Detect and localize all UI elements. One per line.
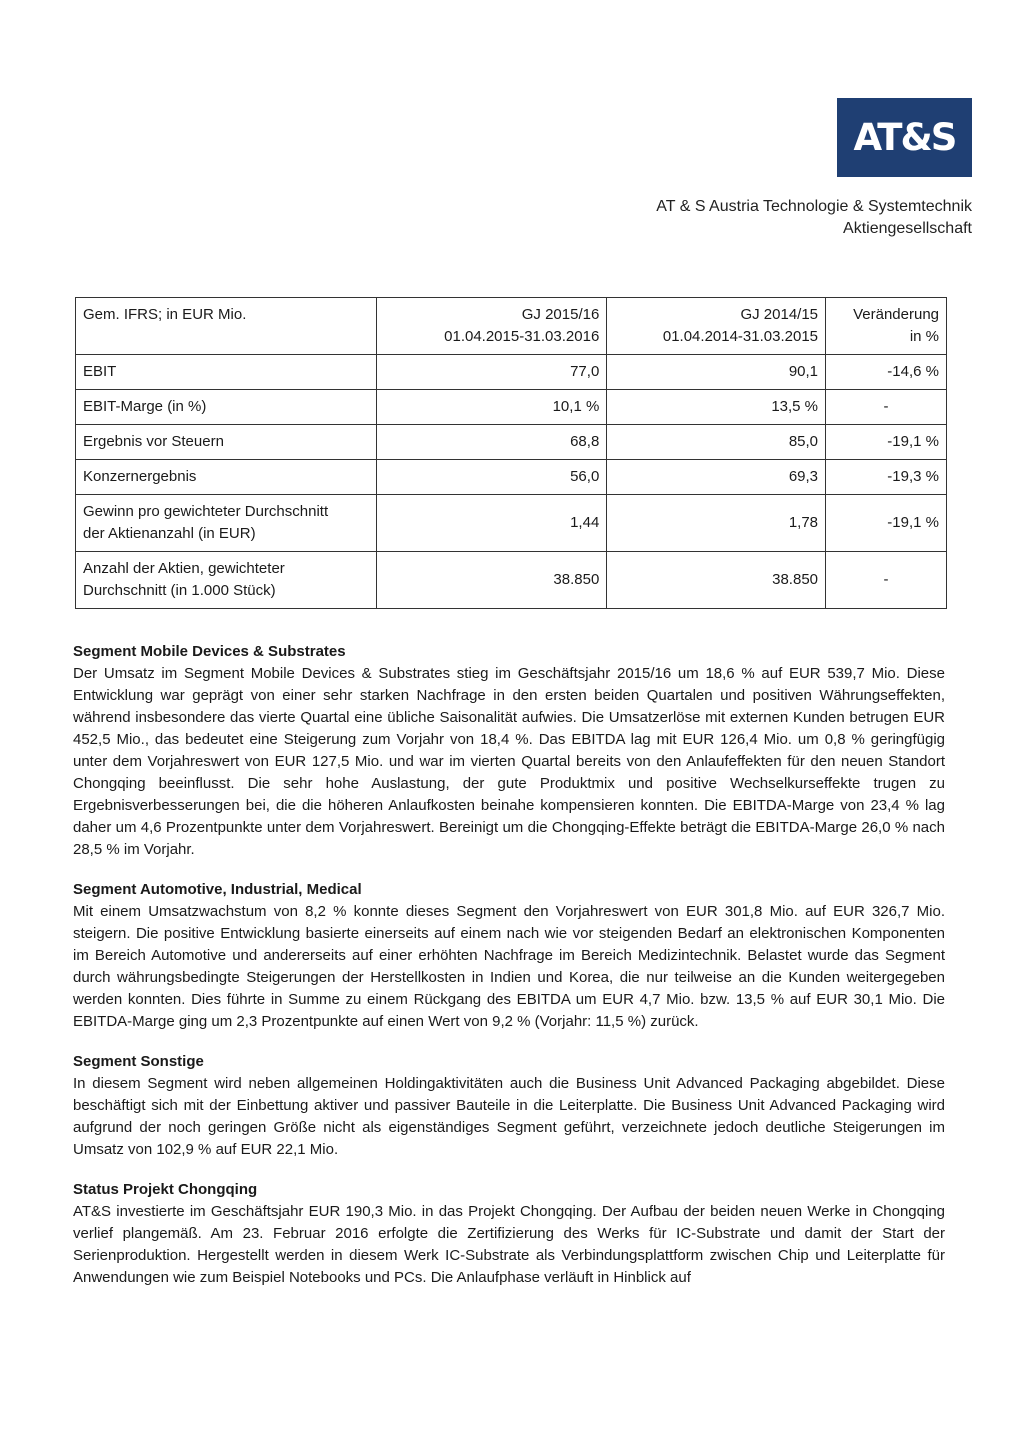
header-change-title: Veränderung	[853, 306, 939, 323]
row-change: -	[826, 552, 947, 609]
row-current-value: 10,1 %	[376, 390, 607, 425]
row-previous-value: 1,78	[607, 495, 826, 552]
row-label: EBIT-Marge (in %)	[76, 390, 377, 425]
row-previous-value: 13,5 %	[607, 390, 826, 425]
row-change: -19,1 %	[826, 425, 947, 460]
section-mobile-devices	[73, 641, 945, 861]
report-body	[73, 641, 945, 1307]
header-label: Gem. IFRS; in EUR Mio.	[76, 298, 377, 355]
header-fy-previous-title: GJ 2014/15	[740, 306, 819, 323]
row-previous-value: 69,3	[607, 460, 826, 495]
table-row	[76, 552, 947, 609]
row-current-value: 56,0	[376, 460, 607, 495]
company-name-line1: AT & S Austria Technologie & Systemtechnik	[656, 198, 972, 215]
header-fy-current-title: GJ 2015/16	[521, 306, 600, 323]
section-paragraph: AT&S investierte im Geschäftsjahr EUR 190,3 Mio. in das Projekt Chongqing. Der Aufbau der beiden neuen Werke in Chongqing verlief plangemäß. Am 23. Februar 2016 erfolgte die Zertifizierung des Werks für IC-Substrate und damit der Start der Serienproduktion. Hergestellt werden in diesem Werk IC-Substrate als Verbindungsplattform zwischen Chip und Leiterplatte für Anwendungen wie zum Beispiel Notebooks und PCs. Die Anlaufphase verläuft in Hinblick auf	[73, 1203, 945, 1286]
row-label	[76, 552, 377, 609]
table-row	[76, 495, 947, 552]
header-fy-current-dates: 01.04.2015-31.03.2016	[444, 328, 600, 345]
section-heading: Segment Mobile Devices & Substrates	[73, 643, 346, 660]
section-heading: Segment Automotive, Industrial, Medical	[73, 881, 362, 898]
section-paragraph: Mit einem Umsatzwachstum von 8,2 % konnte dieses Segment den Vorjahreswert von EUR 301,8 Mio. auf EUR 326,7 Mio. steigern. Die positive Entwicklung basierte einerseits auf einem nach wie vor steigenden Bedarf an elektronischen Komponenten im Bereich Automotive und andererseits auf einer erhöhten Nachfrage im Bereich Medizintechnik. Belastet wurde das Segment durch währungsbedingte Steigerungen der Herstellkosten in Indien und Korea, die nur teilweise an die Kunden weitergegeben werden konnten. Dies führte in Summe zu einem Rückgang des EBITDA um EUR 4,7 Mio. bzw. 13,5 % auf EUR 30,1 Mio. Die EBITDA-Marge ging um 2,3 Prozentpunkte auf einen Wert von 9,2 % (Vorjahr: 11,5 %) zurück.	[73, 903, 945, 1030]
header-fy-previous-dates: 01.04.2014-31.03.2015	[662, 328, 819, 345]
table-row	[76, 460, 947, 495]
table-header-row	[76, 298, 947, 355]
row-label: Konzernergebnis	[76, 460, 377, 495]
table-row	[76, 355, 947, 390]
row-change: -19,3 %	[826, 460, 947, 495]
section-chongqing	[73, 1179, 945, 1289]
company-logo: AT&S	[837, 98, 972, 177]
row-label: Ergebnis vor Steuern	[76, 425, 377, 460]
row-current-value: 77,0	[376, 355, 607, 390]
row-previous-value: 85,0	[607, 425, 826, 460]
section-paragraph: Der Umsatz im Segment Mobile Devices & Substrates stieg im Geschäftsjahr 2015/16 um 18,6 % auf EUR 539,7 Mio. Diese Entwicklung war geprägt von einer sehr starken Nachfrage in den ersten beiden Quartalen und positiven Währungseffekten, während insbesondere das vierte Quartal eine übliche Saisonalität aufwies. Die Umsatzerlöse mit externen Kunden betrugen EUR 452,5 Mio., das bedeutet eine Steigerung zum Vorjahr von 18,4 %. Das EBITDA lag mit EUR 126,4 Mio. um 0,8 % geringfügig unter dem Vorjahreswert von EUR 127,5 Mio. und war im vierten Quartal bereits von den Anlaufeffekten für den neuen Standort Chongqing beeinflusst. Die sehr hohe Auslastung, der gute Produktmix und positive Wechselkurseffekte trugen zu Ergebnisverbesserungen bei, die die höheren Anlaufkosten beinahe kompensieren konnten. Die EBITDA-Marge von 23,4 % lag daher um 4,6 Prozentpunkte unter dem Vorjahreswert. Bereinigt um die Chongqing-Effekte beträgt die EBITDA-Marge 26,0 % nach 28,5 % im Vorjahr.	[73, 665, 945, 858]
section-paragraph: In diesem Segment wird neben allgemeinen Holdingaktivitäten auch die Business Unit Advanced Packaging abgebildet. Diese beschäftigt sich mit der Einbettung aktiver und passiver Bauteile in die Leiterplatte. Die Business Unit Advanced Packaging wird aufgrund der noch geringen Größe nicht als eigenständiges Segment geführt, verzeichnete jedoch deutliche Steigerungen im Umsatz von 102,9 % auf EUR 22,1 Mio.	[73, 1075, 945, 1158]
row-label-line2: der Aktienanzahl (in EUR)	[83, 525, 256, 542]
row-change: -14,6 %	[826, 355, 947, 390]
row-label-line1: Anzahl der Aktien, gewichteter	[83, 560, 285, 577]
section-others	[73, 1051, 945, 1161]
header-change	[826, 298, 947, 355]
row-label: EBIT	[76, 355, 377, 390]
row-previous-value: 38.850	[607, 552, 826, 609]
row-change: -	[826, 390, 947, 425]
table-row	[76, 425, 947, 460]
row-label-line1: Gewinn pro gewichteter Durchschnitt	[83, 503, 329, 520]
header-fy-previous	[607, 298, 826, 355]
table-row	[76, 390, 947, 425]
company-name	[656, 196, 972, 240]
header-change-unit: in %	[909, 328, 939, 345]
row-label	[76, 495, 377, 552]
header-fy-current	[376, 298, 607, 355]
row-current-value: 38.850	[376, 552, 607, 609]
section-automotive	[73, 879, 945, 1033]
section-heading: Segment Sonstige	[73, 1053, 204, 1070]
financial-table	[75, 297, 947, 609]
row-previous-value: 90,1	[607, 355, 826, 390]
row-current-value: 68,8	[376, 425, 607, 460]
section-heading: Status Projekt Chongqing	[73, 1181, 258, 1198]
row-change: -19,1 %	[826, 495, 947, 552]
company-name-line2: Aktiengesellschaft	[843, 220, 972, 237]
row-label-line2: Durchschnitt (in 1.000 Stück)	[83, 582, 276, 599]
row-current-value: 1,44	[376, 495, 607, 552]
